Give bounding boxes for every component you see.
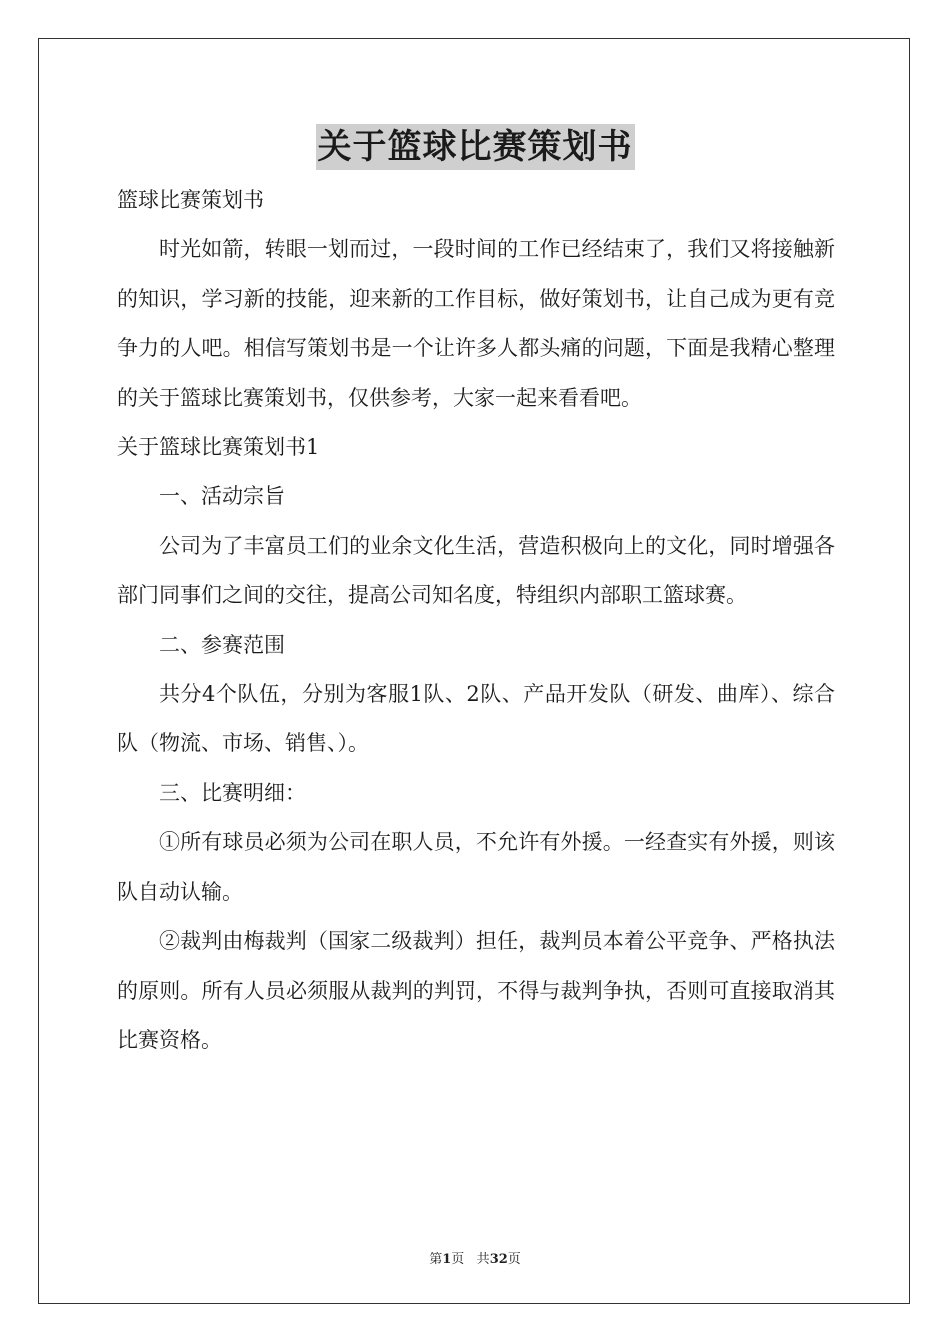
scope-paragraph: 共分4个队伍，分别为客服1队、2队、产品开发队（研发、曲库）、综合队（物流、市场、销售、）。 [117,682,835,756]
footer-total-pages: 32 [489,1252,508,1267]
purpose-paragraph: 公司为了丰富员工们的业余文化生活，营造积极向上的文化，同时增强各部门同事们之间的交往，提高公司知名度，特组织内部职工篮球赛。 [117,533,835,608]
subheading-details: 三、比赛明细： [159,780,306,805]
footer-page-suffix: 页 [451,1252,465,1267]
intro-paragraph: 时光如箭，转眼一划而过，一段时间的工作已经结束了，我们又将接触新的知识，学习新的技能，迎来新的工作目标，做好策划书，让自己成为更有竞争力的人吧。相信写策划书是一个让许多人都头痛的问题，下面是我精心整理的关于篮球比赛策划书，仅供参考，大家一起来看看吧。 [117,237,835,410]
footer-total-prefix: 共 [476,1252,490,1267]
title-wrap [0,124,950,170]
section-heading: 关于篮球比赛策划书1 [117,435,320,460]
rule-1-paragraph: ①所有球员必须为公司在职人员，不允许有外援。一经查实有外援，则该队自动认输。 [117,830,835,904]
footer-page-number: 1 [442,1252,452,1267]
document-title: 关于篮球比赛策划书 [316,124,635,170]
footer-page-prefix: 第 [429,1252,443,1267]
page-footer [0,1248,950,1267]
rule-2-paragraph: ②裁判由梅裁判（国家二级裁判）担任，裁判员本着公平竞争、严格执法的原则。所有人员必须服从裁判的判罚，不得与裁判争执，否则可直接取消其比赛资格。 [117,929,835,1052]
subtitle-paragraph: 篮球比赛策划书 [117,188,264,212]
subheading-scope: 二、参赛范围 [159,632,285,657]
footer-total-suffix: 页 [507,1252,521,1267]
document-body [117,176,835,1065]
subheading-purpose: 一、活动宗旨 [159,484,285,509]
